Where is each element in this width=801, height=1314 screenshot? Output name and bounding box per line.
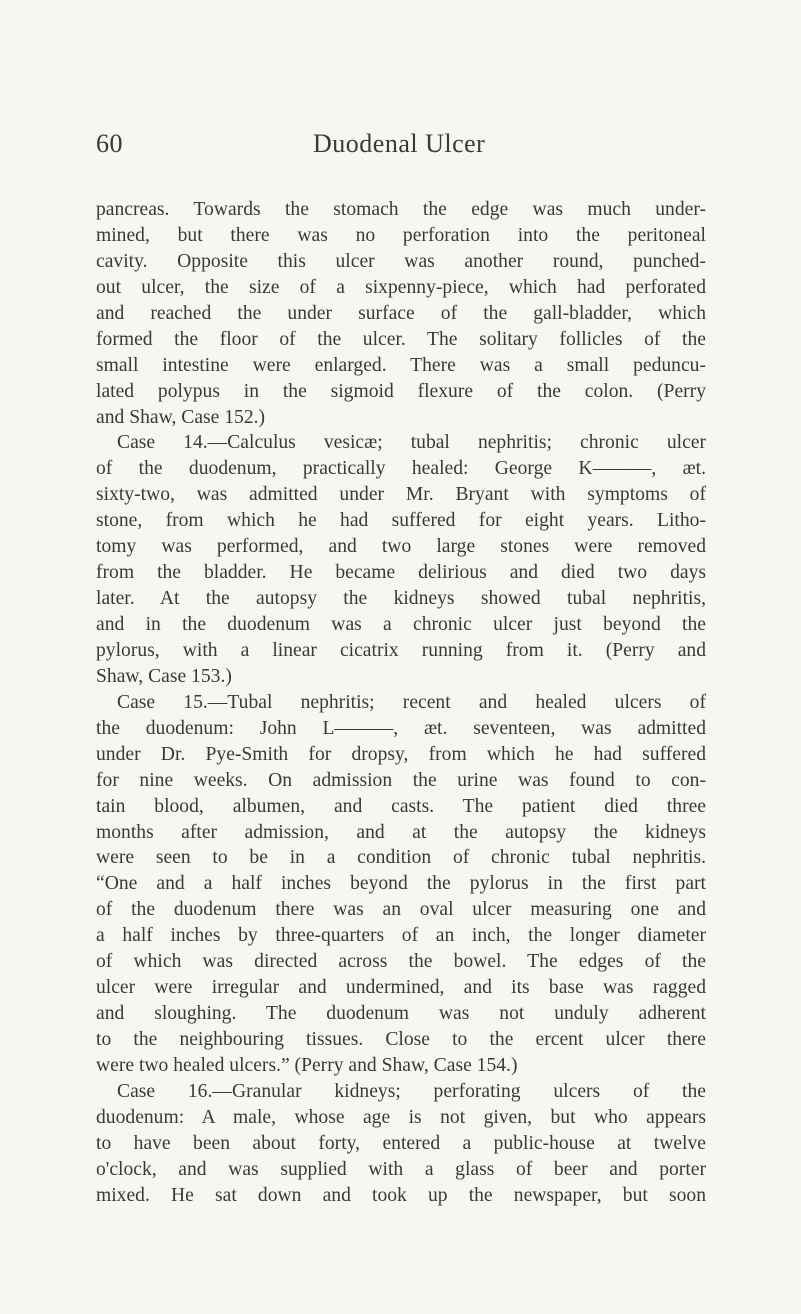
running-head (96, 124, 706, 164)
text-line: to the neighbouring tissues. Close to the ercent ulcer there (96, 1029, 706, 1050)
text-line: Shaw, Case 153.) (96, 665, 232, 687)
text-line: and Shaw, Case 152.) (96, 406, 266, 428)
text-line: mined, but there was no perforation into the peritoneal (96, 224, 706, 246)
text-line: mixed. He sat down and took up the newspaper, but soon (96, 1184, 706, 1206)
text-line: stone, from which he had suffered for eight years. Litho- (96, 510, 706, 532)
text-line: for nine weeks. On admission the urine was found to con- (96, 769, 706, 791)
text-line: formed the floor of the ulcer. The solitary follicles of the (96, 328, 706, 350)
text-line: Case 16.—Granular kidneys; perforating ulcers of the (117, 1080, 706, 1102)
text-line: a half inches by three-quarters of an inch, the longer diameter (96, 925, 706, 947)
text-line: from the bladder. He became delirious and died two days (96, 562, 706, 584)
text-line: later. At the autopsy the kidneys showed tubal nephritis, (96, 588, 706, 610)
running-title: Duodenal Ulcer (313, 129, 486, 158)
text-line: and in the duodenum was a chronic ulcer just beyond the (96, 614, 706, 635)
body-text (96, 197, 706, 1209)
text-line: Case 15.—Tubal nephritis; recent and healed ulcers of (117, 691, 706, 713)
text-line: of the duodenum there was an oval ulcer measuring one and (96, 899, 706, 921)
text-line: o'clock, and was supplied with a glass of beer and porter (96, 1158, 706, 1180)
text-line: cavity. Opposite this ulcer was another round, punched- (96, 250, 706, 272)
text-line: out ulcer, the size of a sixpenny-piece, which had perforated (96, 276, 706, 298)
page-number: 60 (96, 129, 123, 158)
text-line: tain blood, albumen, and casts. The patient died three (96, 795, 706, 817)
text-line: pylorus, with a linear cicatrix running from it. (Perry and (96, 639, 706, 661)
text-line: “One and a half inches beyond the pylorus in the first part (96, 873, 706, 895)
text-line: ulcer were irregular and undermined, and its base was ragged (96, 977, 706, 999)
text-line: under Dr. Pye-Smith for dropsy, from which he had suffered (96, 743, 706, 765)
text-line: pancreas. Towards the stomach the edge was much under- (96, 199, 706, 220)
text-line: duodenum: A male, whose age is not given, but who appears (96, 1106, 706, 1128)
text-line: months after admission, and at the autopsy the kidneys (96, 821, 706, 843)
text-line: lated polypus in the sigmoid flexure of the colon. (Perry (96, 380, 706, 402)
text-line: and sloughing. The duodenum was not unduly adherent (96, 1003, 706, 1025)
text-line: the duodenum: John L———, æt. seventeen, was admitted (96, 717, 706, 739)
text-line: Case 14.—Calculus vesicæ; tubal nephritis; chronic ulcer (117, 432, 706, 454)
text-line: to have been about forty, entered a public-house at twelve (96, 1132, 706, 1154)
text-line: tomy was performed, and two large stones were removed (96, 536, 706, 558)
text-line: small intestine were enlarged. There was a small peduncu- (96, 354, 706, 376)
text-line: were two healed ulcers.” (Perry and Shaw, Case 154.) (96, 1054, 518, 1076)
text-line: were seen to be in a condition of chronic tubal nephritis. (96, 847, 706, 869)
text-line: and reached the under surface of the gall-bladder, which (96, 302, 706, 324)
text-line: of which was directed across the bowel. The edges of the (96, 951, 706, 973)
text-line: of the duodenum, practically healed: George K———, æt. (96, 458, 706, 480)
text-line: sixty-two, was admitted under Mr. Bryant with symptoms of (96, 484, 706, 506)
